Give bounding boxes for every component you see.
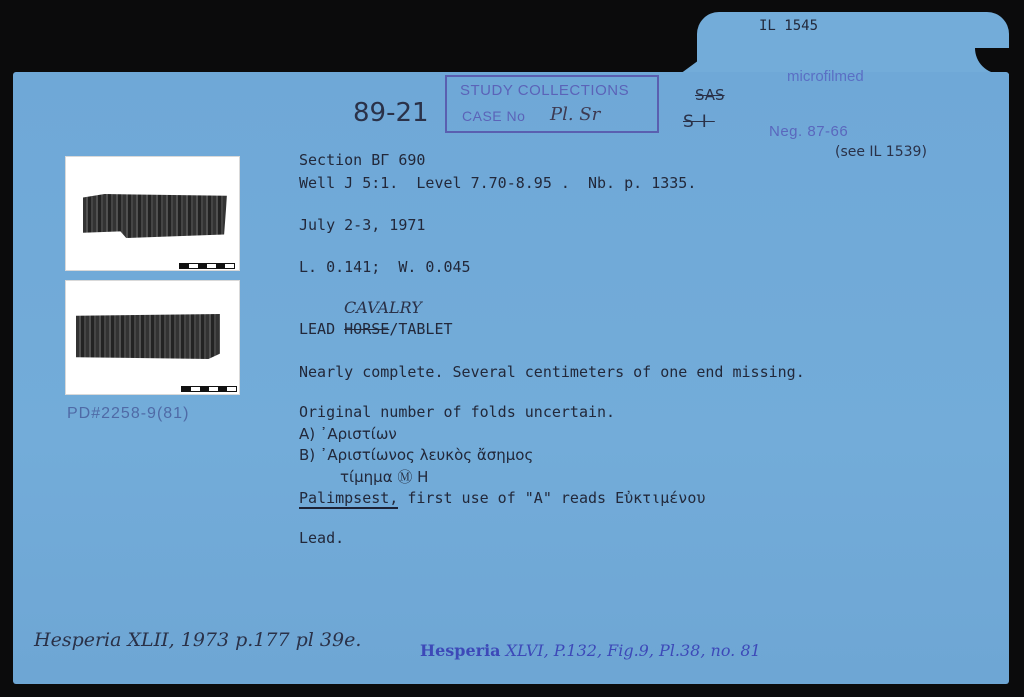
photo-reference: PD#2258-9(81) [67,405,190,422]
inscription-b: B) ᾽Αριστίωνος λευκὸς ἄσημος [299,446,534,464]
struck-mark-1: SAS [695,86,725,104]
photo-side-b [65,280,240,395]
scale-bar-b [181,386,237,392]
palimpsest-line [299,489,705,507]
section-line: Section ΒΓ 690 [299,151,426,169]
material-line: Lead. [299,529,345,547]
title-line [299,320,453,338]
lead-tablet-image-b [76,314,220,359]
title-prefix: LEAD [299,320,345,338]
catalog-number: 89-21 [353,98,429,128]
reference-hesperia-xlvi-label: Hesperia [420,641,501,660]
date-line: July 2-3, 1971 [299,216,426,234]
reference-hesperia-xlii: Hesperia XLII, 1973 p.177 pl 39e. [34,629,362,651]
negative-label: Neg. 87-66 [769,123,849,140]
scale-bar-a [179,263,235,269]
condition-line: Nearly complete. Several centimeters of one end missing. [299,363,805,381]
title-struck-word: HORSE [344,320,390,338]
reference-hesperia-xlvi [420,641,761,660]
photo-side-a [65,156,240,271]
palimpsest-rest: first use of "A" reads Εὐκτιμένου [398,489,706,507]
reference-hesperia-xlvi-rest: XLVI, P.132, Fig.9, Pl.38, no. 81 [500,641,761,660]
well-line: Well J 5:1. Level 7.70-8.95 . Nb. p. 1335. [299,174,697,192]
stamp-line-2-prefix: CASE No [462,108,526,124]
inscription-a: A) ᾽Αριστίων [299,425,397,443]
title-suffix: /TABLET [389,320,453,338]
struck-mark-2: SI [683,112,715,132]
microfilmed-stamp: microfilmed [787,68,864,85]
negative-note: (see IL 1539) [835,144,927,160]
stamp-line-1: STUDY COLLECTIONS [460,82,630,99]
tab-shoulder [680,52,710,74]
dimensions-line: L. 0.141; W. 0.045 [299,258,471,276]
palimpsest-label: Palimpsest, [299,489,399,507]
lead-tablet-image-a [83,194,227,238]
title-correction: CAVALRY [344,298,422,317]
inscription-b-continued: τίμημα Ⓜ Η [340,468,429,486]
stamp-case-value: Pl. Sr [550,104,601,125]
folds-line: Original number of folds uncertain. [299,403,616,421]
tab-label: IL 1545 [759,18,819,34]
